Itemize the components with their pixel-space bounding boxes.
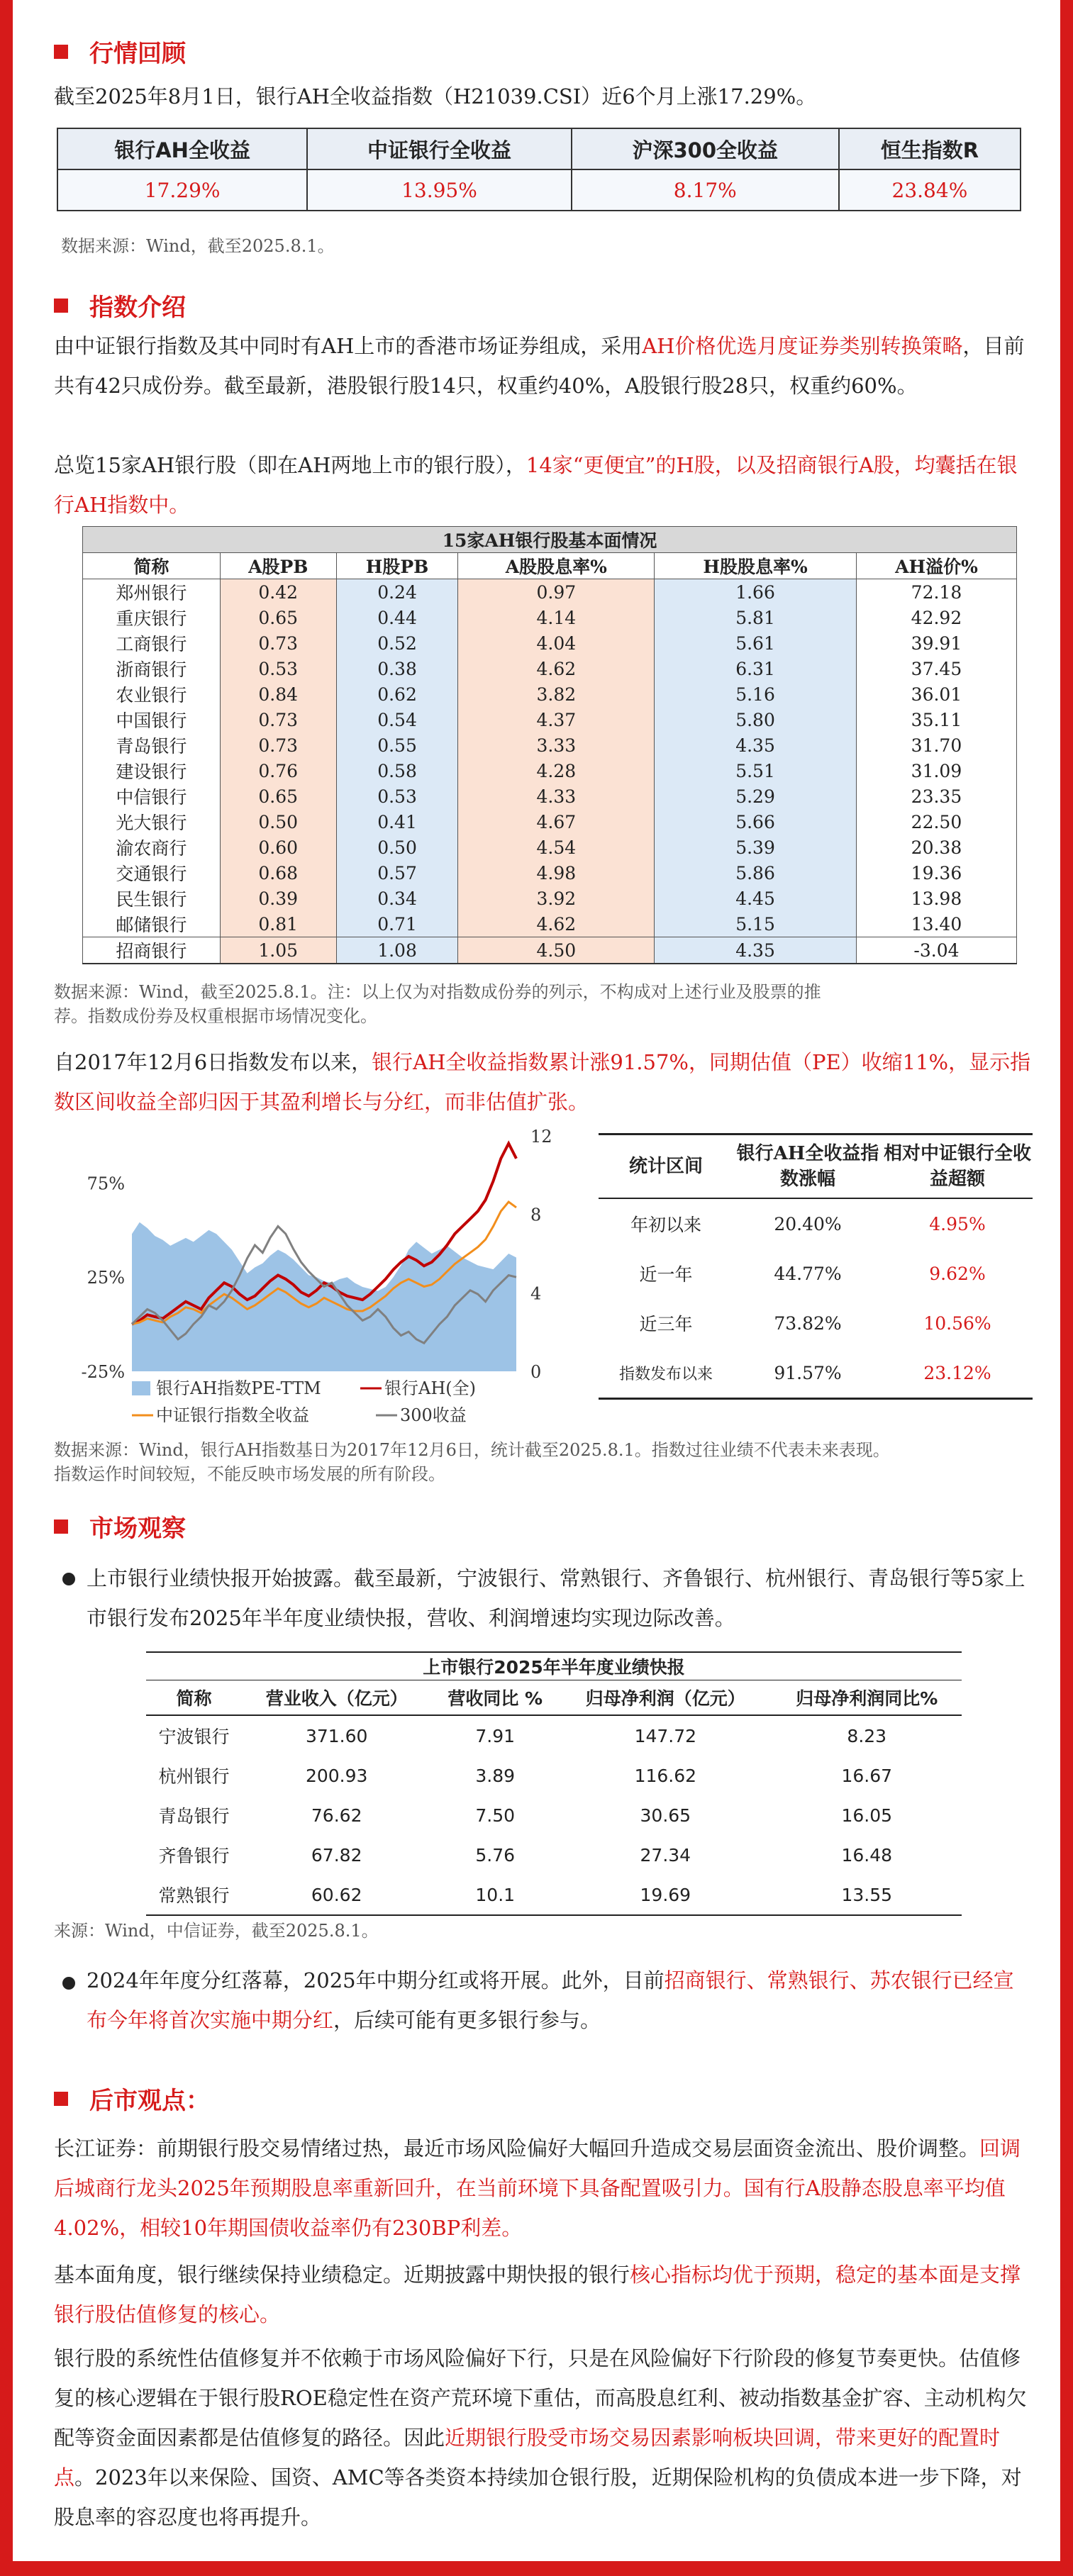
period-return-table [599,1133,1033,1400]
section-title-text: 行情回顾 [89,40,186,68]
table-row [83,911,1017,937]
table-cell: 0.41 [336,809,458,835]
table-cell: 0.65 [220,605,336,630]
table-cell: 4.95% [929,1213,986,1234]
table-row [83,886,1017,911]
table-cell: 72.18 [856,579,1016,606]
table-cell: 5.15 [655,911,857,937]
table-cell: 7.91 [475,1725,516,1746]
table-cell: 建设银行 [83,758,221,784]
table-cell: 147.72 [634,1725,697,1746]
table-row [599,1249,1033,1298]
table-cell: 0.76 [220,758,336,784]
left-tick-label: 75% [87,1173,125,1194]
table-cell: 31.70 [856,732,1016,758]
table-cell: 9.62% [929,1263,986,1284]
intro-paragraph-2 [54,445,1033,525]
table-cell: 13.98 [856,886,1016,911]
table-cell: 10.1 [431,1875,559,1915]
section-title-text: 后市观点： [89,2087,210,2115]
table-cell: 3.92 [458,886,655,911]
intro-paragraph-1 [54,326,1033,406]
market-bullet-1: 上市银行业绩快报开始披露。截至最新，宁波银行、常熟银行、齐鲁银行、杭州银行、青岛银行等5家上市银行发布2025年半年度业绩快报，营收、利润增速均实现边际改善。 [87,1566,1025,1630]
col-header: 归母净利润（亿元） [559,1680,772,1716]
table-cell: 0.73 [220,630,336,656]
table-cell: 0.50 [336,835,458,860]
table-cell: 4.28 [458,758,655,784]
table-cell: 4.35 [655,937,857,964]
right-tick-label: 0 [530,1362,542,1382]
bullet-icon [62,1977,75,1990]
table-row [146,1756,962,1795]
table-cell: 30.65 [640,1805,691,1826]
highlight-span: 核心指标均优于预期，稳定的基本面是支撑银行股估值修复的核心。 [54,2263,1021,2326]
table-cell: 5.39 [655,835,857,860]
legend-label: 银行AH指数PE-TTM [156,1378,321,1398]
table-cell: 中国银行 [83,707,221,732]
table-cell: 0.57 [336,860,458,886]
intro-paragraph-3 [54,1042,1033,1122]
table-cell: 4.62 [458,911,655,937]
table-cell: 0.81 [220,911,336,937]
table-cell: 5.86 [655,860,857,886]
col-header: 统计区间 [599,1134,733,1199]
table-cell: 中信银行 [83,784,221,809]
table-row [599,1198,1033,1249]
table-cell: 0.58 [336,758,458,784]
table-row [146,1715,962,1756]
section-title-market [54,1509,186,1544]
bank-earnings-table [146,1651,962,1916]
table-cell: 13.55 [772,1875,962,1915]
table-cell: 宁波银行 [158,1727,230,1747]
table-cell: 0.55 [336,732,458,758]
legend-label: 300收益 [400,1405,467,1425]
table-cell: 5.29 [655,784,857,809]
table-cell: 光大银行 [83,809,221,835]
table-row [83,605,1017,630]
table-cell: 23.35 [856,784,1016,809]
table-cell: 4.04 [458,630,655,656]
table-cell: 年初以来 [630,1215,701,1235]
table-cell: 4.50 [458,937,655,964]
index-header: 银行AH全收益 [57,128,307,169]
table-cell: 76.62 [311,1805,362,1826]
table-cell: 0.60 [220,835,336,860]
table-cell: 371.60 [305,1725,368,1746]
table-cell: 4.62 [458,656,655,681]
table-cell: 73.82% [774,1312,842,1334]
col-header: 简称 [146,1680,242,1716]
market-bullet-2 [87,1961,1030,2040]
square-bullet-icon [54,45,68,59]
table-cell: 浙商银行 [83,656,221,681]
table-row [83,681,1017,707]
table-cell: 36.01 [856,681,1016,707]
table-row [83,656,1017,681]
table-cell: 0.42 [220,579,336,606]
table-row [599,1348,1033,1399]
table-cell: 农业银行 [83,681,221,707]
table-cell: 3.89 [475,1765,516,1786]
table-cell: -3.04 [856,937,1016,964]
table-cell: 0.54 [336,707,458,732]
legend-label: 银行AH(全) [384,1378,476,1398]
table-cell: 5.80 [655,707,857,732]
col-header: H股股息率% [655,553,857,579]
table-cell: 4.35 [655,732,857,758]
table-cell: 5.51 [655,758,857,784]
table-cell: 16.05 [841,1805,893,1826]
col-header: H股PB [336,553,458,579]
table-title: 15家AH银行股基本面情况 [83,527,1017,553]
table-cell: 31.09 [856,758,1016,784]
table-cell: 指数发布以来 [599,1348,733,1399]
text-span: ，后续可能有更多银行参与。 [333,2008,601,2032]
table-cell: 19.36 [856,860,1016,886]
table-cell: 35.11 [856,707,1016,732]
table-cell: 近三年 [639,1314,693,1334]
table-cell: 1.05 [220,937,336,964]
table-cell: 0.53 [220,656,336,681]
table-cell: 27.34 [640,1844,691,1866]
table-cell: 0.73 [220,707,336,732]
right-tick-label: 8 [530,1205,542,1225]
table-cell: 近一年 [639,1264,693,1285]
square-bullet-icon [54,2092,68,2106]
table-cell: 5.66 [655,809,857,835]
intro-source [54,980,1047,1028]
table-cell: 42.92 [856,605,1016,630]
table-cell: 0.34 [336,886,458,911]
legend-label: 中证银行指数全收益 [156,1405,309,1425]
section-title-intro [54,288,186,323]
section-title-text: 市场观察 [89,1515,186,1543]
table-cell: 200.93 [305,1765,368,1786]
table-row [83,835,1017,860]
table-cell: 7.50 [475,1805,516,1826]
table-cell: 4.14 [458,605,655,630]
table-cell: 0.38 [336,656,458,681]
table-cell: 0.68 [220,860,336,886]
highlight-span: 回调后城商行龙头2025年预期股息率重新回升，在当前环境下具备配置吸引力。国有行A股静态股息率平均值4.02%，相较10年期国债收益率仍有230BP利差。 [54,2136,1021,2240]
table-cell: 19.69 [559,1875,772,1915]
table-cell: 0.53 [336,784,458,809]
outlook-paragraph-3 [54,2338,1033,2537]
table-row [83,937,1017,964]
table-cell: 1.08 [336,937,458,964]
table-cell: 民生银行 [83,886,221,911]
table-row [83,732,1017,758]
table-row [146,1835,962,1875]
table-row [146,1795,962,1835]
index-value: 8.17% [572,169,839,211]
table-cell: 0.44 [336,605,458,630]
table-cell: 4.98 [458,860,655,886]
table-cell: 重庆银行 [83,605,221,630]
legend-swatch [132,1381,150,1395]
col-header: 相对中证银行全收益超额 [882,1134,1033,1199]
section-title-outlook [54,2081,210,2116]
highlight-span: 14家“更便宜”的H股，以及招商银行A股，均囊括在银行AH指数中。 [54,453,1018,517]
text-span: 自2017年12月6日指数发布以来， [54,1050,372,1074]
index-value: 23.84% [839,169,1021,211]
text-span: 长江证券：前期银行股交易情绪过热，最近市场风险偏好大幅回升造成交易层面资金流出、股价调整。 [54,2136,980,2160]
table-cell: 23.12% [882,1348,1033,1399]
table-cell: 20.38 [856,835,1016,860]
table-cell: 4.45 [655,886,857,911]
text-span: 由中证银行指数及其中同时有AH上市的香港市场证券组成，采用 [54,334,643,358]
table-cell: 工商银行 [83,630,221,656]
highlight-span: AH价格优选月度证券类别转换策略 [642,334,963,358]
table-cell: 0.24 [336,579,458,606]
table-cell: 4.54 [458,835,655,860]
right-tick-label: 4 [530,1283,542,1304]
outlook-paragraph-1 [54,2129,1033,2248]
table-cell: 齐鲁银行 [158,1846,230,1866]
table-cell: 91.57% [733,1348,882,1399]
table-row [83,860,1017,886]
table-cell: 4.33 [458,784,655,809]
table-cell: 6.31 [655,656,857,681]
table-cell: 杭州银行 [158,1766,230,1787]
table-row [83,758,1017,784]
table-row [83,579,1017,606]
col-header: 营业收入（亿元） [242,1680,431,1716]
table-cell: 0.62 [336,681,458,707]
right-tick-label: 12 [530,1127,552,1147]
text-span: 2024年年度分红落幕，2025年中期分红或将开展。此外，目前 [87,1968,665,1992]
bullet-icon [62,1573,75,1585]
table-cell: 5.76 [475,1844,516,1866]
table-row [146,1875,962,1915]
highlight-span: 近期银行股受市场交易因素影响板块回调，带来更好的配置时点 [54,2426,1001,2489]
table-row [599,1298,1033,1348]
col-header: 银行AH全收益指数涨幅 [733,1134,882,1199]
highlight-span: 招商银行、常熟银行、苏农银行已经宣布今年将首次实施中期分红 [87,1968,1014,2032]
table-cell: 0.71 [336,911,458,937]
table-row [83,707,1017,732]
col-header: 简称 [83,553,221,579]
table-cell: 邮储银行 [83,911,221,937]
text-span: 。2023年以来保险、国资、AMC等各类资本持续加仓银行股，近期保险机构的负债成本进一步下降，对股息率的容忍度也将再提升。 [54,2465,1022,2529]
highlight-span: 银行AH全收益指数累计涨91.57%，同期估值（PE）收缩11%，显示指数区间收益全部归因于其盈利增长与分红，而非估值扩张。 [54,1050,1031,1114]
table-cell: 青岛银行 [158,1806,230,1827]
table-cell: 0.39 [220,886,336,911]
index-header: 中证银行全收益 [307,128,572,169]
performance-chart [48,1122,573,1434]
review-source: 数据来源：Wind，截至2025.8.1。 [61,236,335,256]
chart-source: 数据来源：Wind，银行AH指数基日为2017年12月6日，统计截至2025.8.1。指数过往业绩不代表未来表现。 指数运作时间较短，不能反映市场发展的所有阶段。 [54,1440,890,1484]
square-bullet-icon [54,1520,68,1534]
table-row [83,784,1017,809]
square-bullet-icon [54,299,68,313]
table-cell: 5.61 [655,630,857,656]
col-header: AH溢价% [856,553,1016,579]
text-span: 总览15家AH银行股（即在AH两地上市的银行股）， [54,453,526,477]
table-cell: 交通银行 [83,860,221,886]
col-header: 营收同比 % [431,1680,559,1716]
table-title: 上市银行2025年半年度业绩快报 [146,1652,962,1680]
text-span: 基本面角度，银行继续保持业绩稳定。近期披露中期快报的银行 [54,2263,630,2287]
table-cell: 郑州银行 [83,579,221,606]
ah-bank-fundamentals-table [82,526,1017,964]
table-cell: 60.62 [242,1875,431,1915]
table-cell: 0.97 [458,579,655,606]
col-header: 归母净利润同比% [772,1680,962,1716]
table-cell: 青岛银行 [83,732,221,758]
source-line: 荐。指数成份券及权重根据市场情况变化。 [54,1006,377,1026]
table-cell: 4.37 [458,707,655,732]
table-cell: 44.77% [774,1263,842,1284]
table-cell: 0.73 [220,732,336,758]
table-cell: 39.91 [856,630,1016,656]
table-row [83,809,1017,835]
table-cell: 22.50 [856,809,1016,835]
table-cell: 0.65 [220,784,336,809]
table-cell: 0.50 [220,809,336,835]
table-cell: 0.84 [220,681,336,707]
left-tick-label: -25% [81,1362,125,1382]
text-span: ，目前共有42只成份券。截至最新，港股银行股14只，权重约40%，A股银行股28只，权重约60%。 [54,334,1025,398]
table-cell: 16.48 [841,1844,893,1866]
index-return-table [57,128,1021,211]
table-cell: 招商银行 [83,937,221,964]
index-value: 17.29% [57,169,307,211]
table-row [83,630,1017,656]
table-cell: 5.81 [655,605,857,630]
table-cell: 5.16 [655,681,857,707]
left-tick-label: 25% [87,1268,125,1288]
table-cell: 8.23 [847,1725,887,1746]
table-cell: 4.67 [458,809,655,835]
page-body [13,0,1060,2561]
table-cell: 20.40% [774,1213,842,1234]
table-cell: 渝农商行 [83,835,221,860]
text-span: 银行股的系统性估值修复并不依赖于市场风险偏好下行，只是在风险偏好下行阶段的修复节奏更快。估值修复的核心逻辑在于银行股ROE稳定性在资产荒环境下重估，而高股息红利、被动指数基金扩容、主动机构欠配等资金面因素都是估值修复的路径。因此 [54,2346,1027,2450]
table-cell: 10.56% [923,1312,991,1334]
table-cell: 3.33 [458,732,655,758]
table-cell: 13.40 [856,911,1016,937]
table-cell: 37.45 [856,656,1016,681]
table-cell: 0.52 [336,630,458,656]
table-cell: 16.67 [841,1765,893,1786]
section-title-review [54,34,186,69]
index-value: 13.95% [307,169,572,211]
index-header: 沪深300全收益 [572,128,839,169]
table-cell: 116.62 [634,1765,697,1786]
section-title-text: 指数介绍 [89,294,186,322]
table-cell: 3.82 [458,681,655,707]
table-cell: 67.82 [311,1844,362,1866]
review-text: 截至2025年8月1日，银行AH全收益指数（H21039.CSI）近6个月上涨17.29%。 [54,84,817,108]
market-source: 来源：Wind，中信证券，截至2025.8.1。 [54,1921,379,1941]
index-header: 恒生指数R [839,128,1021,169]
col-header: A股股息率% [458,553,655,579]
table-cell: 常熟银行 [146,1875,242,1915]
outlook-paragraph-2 [54,2255,1033,2334]
table-cell: 1.66 [655,579,857,606]
source-line: 数据来源：Wind，截至2025.8.1。注：以上仅为对指数成份券的列示，不构成对上述行业及股票的推 [54,982,821,1002]
col-header: A股PB [220,553,336,579]
